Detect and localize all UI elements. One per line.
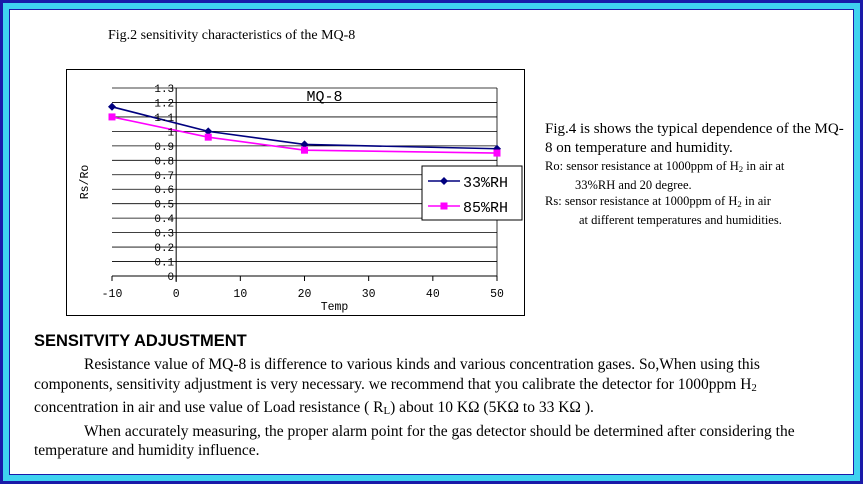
figure-caption: Fig.2 sensitivity characteristics of the MQ-8: [108, 28, 356, 43]
rs-subscript: 2: [737, 199, 742, 209]
y-tick-label: 0.6: [154, 185, 175, 198]
y-tick-label: 0.9: [154, 141, 175, 154]
paragraph-2: When accurately measuring, the proper alarm point for the gas detector should be determined after considering the temperature and humidity influence.: [34, 422, 795, 459]
x-axis-label: Temp: [320, 301, 349, 314]
x-tick-label: 20: [297, 288, 312, 301]
y-tick-label: 0.8: [154, 156, 175, 169]
rs-text-1: sensor resistance at 1000ppm of H: [564, 194, 738, 208]
y-tick-label: 0.1: [154, 257, 175, 270]
description-block: [545, 120, 845, 228]
rs-text-3: at different temperatures and humidities.: [579, 213, 782, 227]
legend-label-0: 33%RH: [463, 175, 509, 192]
y-tick-label: 0.4: [154, 214, 175, 227]
y-tick-label: 0.5: [154, 199, 175, 212]
x-tick-label: 10: [233, 288, 248, 301]
fig4-description: Fig.4 is shows the typical dependence of the MQ-8 on temperature and humidity.: [545, 121, 844, 156]
legend-label-1: 85%RH: [463, 200, 509, 217]
x-tick-label: 0: [172, 288, 180, 301]
y-tick-label: 1: [167, 127, 175, 140]
ro-label: Ro:: [545, 159, 564, 173]
sensitivity-chart: [66, 69, 525, 316]
y-tick-label: 1.2: [154, 98, 175, 111]
x-tick-label: 50: [490, 288, 504, 301]
rs-definition: [545, 193, 845, 228]
paragraph-1-part-b: concentration in air and use value of Load resistance ( R: [34, 399, 384, 416]
ro-subscript: 2: [738, 164, 744, 174]
paragraph-1-part-a: Resistance value of MQ-8 is difference to various kinds and various concentration gases. So,When using this components, sensitivity adjustment is very necessary. we recommend that you calibrate the detector for 1000ppm H: [34, 356, 760, 393]
data-point-square: [109, 113, 116, 120]
ro-definition: [545, 158, 845, 193]
y-tick-label: 0.3: [154, 228, 175, 241]
ro-text-1: sensor resistance at 1000ppm of H: [566, 159, 739, 173]
rs-label: Rs:: [545, 194, 562, 208]
rs-text-2: in air: [744, 194, 771, 208]
y-tick-label: 1.3: [154, 84, 175, 96]
ro-text-3: 33%RH and 20 degree.: [575, 178, 692, 192]
data-point-diamond: [108, 103, 116, 111]
h2-subscript: 2: [751, 381, 757, 394]
data-point-square: [301, 147, 308, 154]
paragraph-1: [34, 355, 834, 422]
y-tick-label: 1.1: [154, 112, 175, 125]
y-tick-label: 0: [167, 272, 175, 284]
section-heading: SENSITVITY ADJUSTMENT: [34, 332, 247, 350]
chart-canvas: [67, 70, 524, 315]
rl-subscript: L: [383, 405, 391, 417]
paragraph-1-part-c: ) about 10 KΩ (5KΩ to 33 KΩ ).: [390, 399, 594, 416]
data-point-square: [494, 150, 501, 157]
chart-title: MQ-8: [306, 89, 343, 106]
document-page: [9, 9, 854, 475]
y-axis-label: Rs/Ro: [79, 164, 92, 200]
section-body: [34, 355, 834, 461]
x-tick-label: 40: [425, 288, 440, 301]
y-tick-label: 0.7: [154, 170, 175, 183]
x-tick-label: -10: [101, 288, 123, 301]
data-point-square: [441, 203, 448, 210]
ro-text-2: in air at: [746, 159, 785, 173]
data-point-square: [205, 134, 212, 141]
x-tick-label: 30: [361, 288, 376, 301]
y-tick-label: 0.2: [154, 243, 175, 256]
